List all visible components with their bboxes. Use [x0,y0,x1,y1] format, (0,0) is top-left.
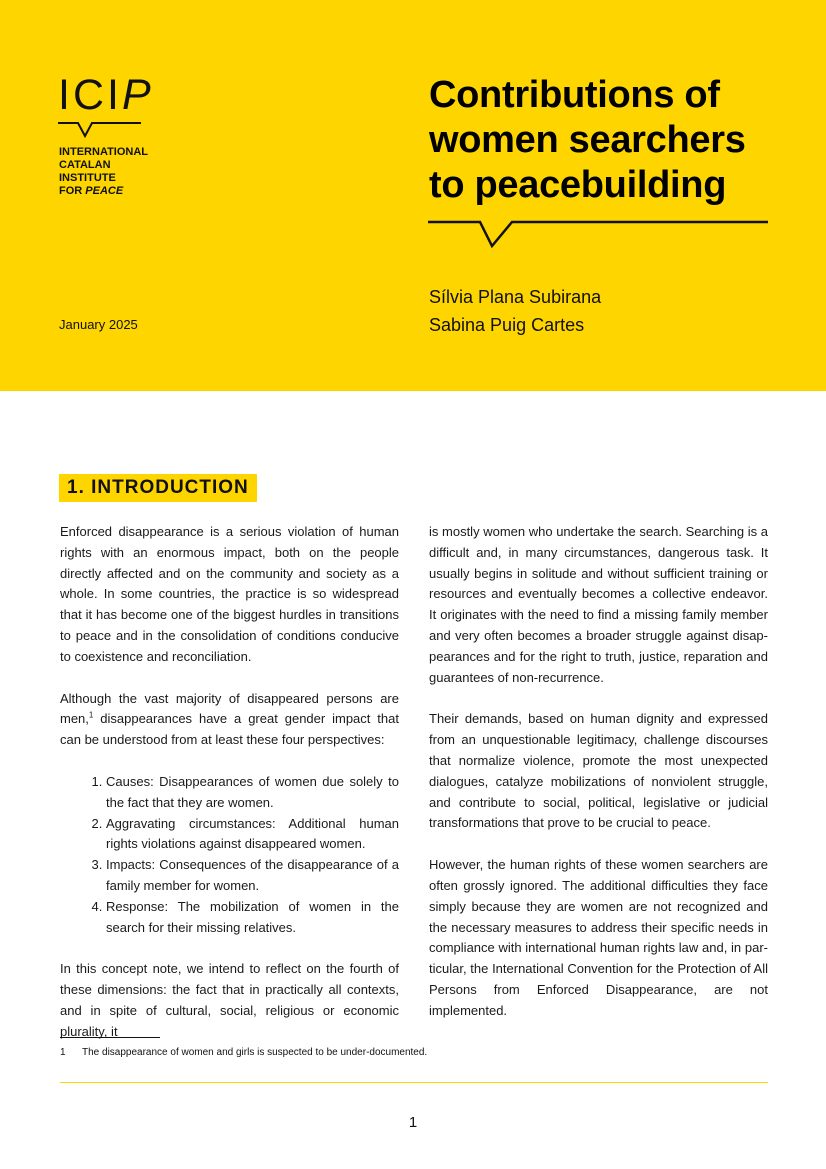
footer-divider [60,1082,768,1083]
title-line: Contributions of [429,74,720,116]
title-line: to peacebuilding [429,164,727,206]
title-bubble-icon [428,218,770,250]
paragraph: However, the human rights of these women searchers are often grossly ignored. The additional difficulties they face simply because they are women are not recognized and the necessary measures to address their specific needs in compliance with international human rights law and, in particular, the International Convention for the Protection of All Persons from Enforced Disappearance, are not implemented. [429,857,768,1018]
logo-mark-p: P [121,71,154,119]
logo-mark-main: ICI [58,71,122,119]
icip-logo [58,71,154,119]
footnote [60,1047,427,1058]
footnote-number: 1 [60,1047,66,1058]
page-number: 1 [408,1114,418,1131]
perspectives-list [60,772,399,938]
title-line: women searchers [429,119,746,161]
paragraph: In this concept note, we intend to reflect on the fourth of these dimensions: the fact that in practically all contexts, and in spite of cultural, social, religious or economic plurality, it [60,961,399,1039]
author-name: Sabina Puig Cartes [429,315,585,335]
paragraph: Enforced disappearance is a serious violation of human rights with an enormous impact, both on the people directly affected and on the community and society as a whole. In some countries, the practice is so widespread that it has become one of the biggest hurdles in transitions to peace and in the consolidation of conditions conducive to coexistence and reconciliation. [60,524,399,664]
list-item: 1. Causes: Disappearances of women due solely to the fact that they are women. [106,772,399,814]
paragraph: is mostly women who undertake the search. Searching is a difficult and, in many circumstances, dangerous task. It usually begins in solitude and without sufficient training or resources and eventually becomes a collective endeavor. It originates with the need to find a missing family member and very often becomes a broader struggle against disappearances and for the right to truth, justice, reparation and guarantees of non-recurrence. [429,524,768,685]
institute-line: CATALAN [59,159,111,171]
author-name: Sílvia Plana Subirana [429,287,602,307]
footnote-text: The disappearance of women and girls is suspected to be under-documented. [82,1047,428,1058]
institute-name [59,146,148,198]
document-title [429,73,789,208]
institute-line: INSTITUTE [59,172,116,184]
section-heading: 1. INTRODUCTION [59,474,257,502]
cover-header [0,0,826,391]
publication-date: January 2025 [59,317,138,332]
paragraph-text: Although the vast majority of disappeared persons are men, [60,690,399,727]
institute-line-peace: PEACE [85,185,124,197]
paragraph-text: disappearances have a great gender impact that can be understood from at least these four perspectives: [60,711,399,748]
institute-line [59,185,148,198]
author-list [429,283,601,339]
footnote-divider [60,1037,160,1038]
list-item: 2. Aggravating circumstances: Additional human rights violations against disappeared women. [106,814,399,856]
institute-line-prefix: FOR [59,185,86,197]
paragraph [60,689,399,751]
paragraph: Their demands, based on human dignity and expressed from an unquestionable legitimacy, challenge discourses that normalize violence, promote the most unexpected dialogues, catalyze mobilizations of nonviolent struggle, and contribute to social, political, legislative or judicial transformations that prove to be crucial to peace. [429,711,768,831]
footnote-ref[interactable]: 1 [88,711,94,721]
speech-bubble-icon [58,118,142,140]
list-item: 4. Response: The mobilization of women in the search for their missing relatives. [106,897,399,939]
right-column [429,522,768,1043]
left-column [60,522,399,1064]
institute-line: INTERNATIONAL [59,146,149,158]
list-item: 3. Impacts: Consequences of the disappearance of a family member for women. [106,855,399,897]
